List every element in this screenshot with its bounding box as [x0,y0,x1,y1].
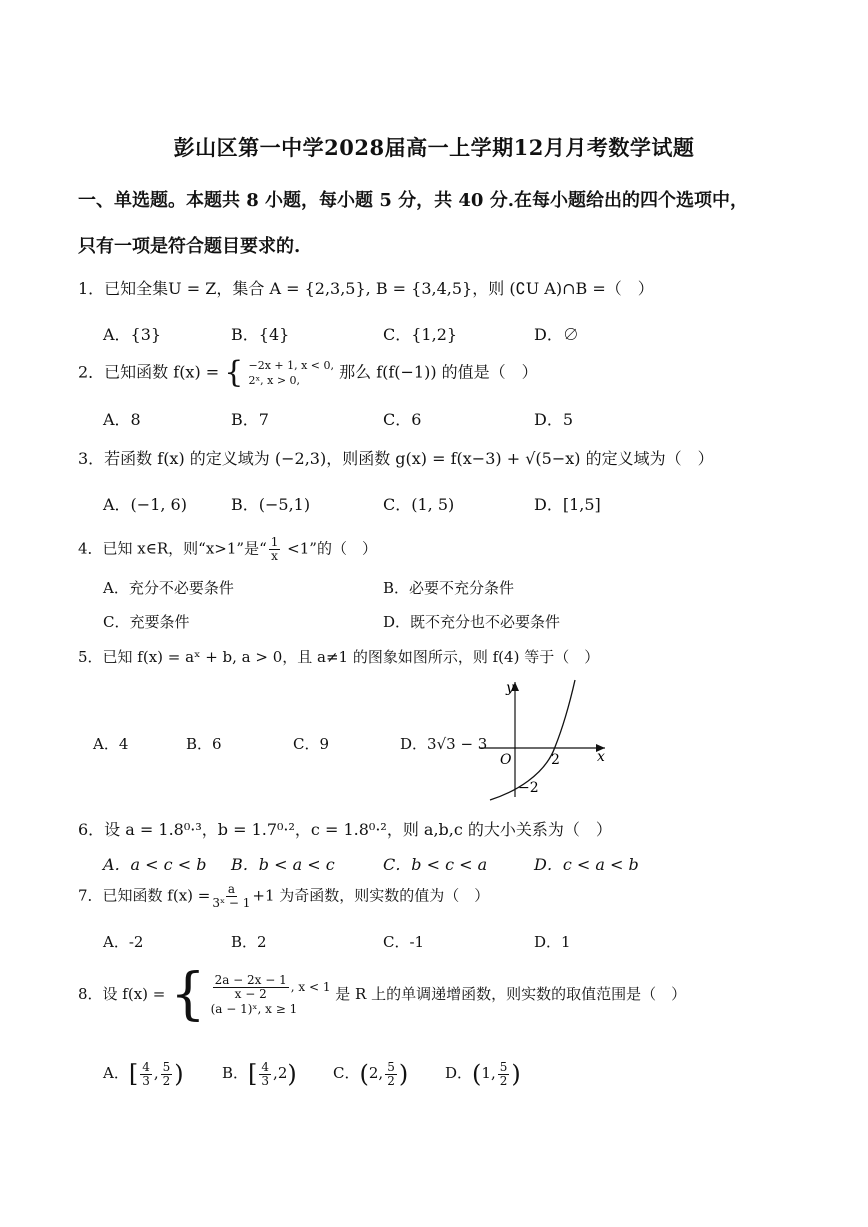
question-5-stem: 5．已知 f(x) = aˣ + b, a > 0，且 a≠1 的图象如图所示，则 f(4) 等于（ ） [78,648,600,666]
question-2-stem [78,355,538,390]
q7-option-d[interactable]: D．1 [534,933,571,951]
q8-a-n2: 5 [162,1059,171,1074]
q5-graph [470,672,620,807]
q3-option-d[interactable]: D．[1,5] [534,495,601,514]
q4-fraction [269,536,281,563]
y-label: y [506,680,514,696]
q8-c-n2: 5 [387,1059,395,1074]
q8-d-v1: 1 [481,1064,491,1082]
q4-num: 1 [270,535,279,549]
q8-case1-den: x − 2 [234,986,267,1001]
q8-b-frac1 [259,1061,271,1088]
q7-den: 3ˣ − 1 [212,896,251,910]
q2-option-c[interactable]: C．6 [383,410,422,429]
section-heading-line2: 只有一项是符合题目要求的. [78,236,301,257]
q2-pre: 2．已知函数 f(x) = [78,362,220,382]
q8-c-frac2 [385,1061,397,1088]
q8-c-close: ) [398,1060,409,1088]
q8-d-n2: 5 [499,1059,508,1074]
q7-option-a[interactable]: A．-2 [103,933,144,951]
question-4-stem [78,536,377,563]
question-3-stem: 3．若函数 f(x) 的定义域为 (−2,3)，则函数 g(x) = f(x−3) + √(5−x) 的定义域为（ ） [78,449,714,468]
q8-case1-num: 2a − 2x − 1 [214,972,287,987]
q8-a-frac1 [140,1061,152,1088]
q8-b-open: [ [248,1060,258,1088]
q2-brace: { [224,355,244,390]
q3-option-a[interactable]: A．(−1, 6) [103,495,187,514]
q7-option-c[interactable]: C．-1 [383,933,425,951]
origin-label: O [500,752,512,768]
q1-option-b[interactable]: B．{4} [231,325,290,344]
q8-cases [211,974,331,1017]
q3-option-b[interactable]: B．(−5,1) [231,495,311,514]
q8-a-close: ) [174,1060,184,1088]
question-7-stem [78,883,489,910]
q2-post: 那么 f(f(−1)) 的值是（ ） [339,362,538,382]
q8-case1 [211,974,331,1001]
y-tick-label: −2 [518,780,539,796]
page-title: 彭山区第一中学2028届高一上学期12月月考数学试题 [173,135,695,160]
q8-d-label: D． [445,1064,473,1082]
q8-a-n1: 4 [142,1059,150,1074]
q2-case2: 2ˣ, x > 0, [248,374,301,387]
q8-a-d2: 2 [162,1073,171,1088]
q3-option-c[interactable]: C．(1, 5) [383,495,455,514]
q8-b-v2: 2 [277,1064,288,1082]
q7-pre: 7．已知函数 f(x) = [78,886,211,905]
q8-b-d1: 3 [261,1073,270,1088]
q6-option-a[interactable]: A．a < c < b [103,855,207,874]
q4-option-c[interactable]: C．充要条件 [103,613,190,631]
q8-c-label: C． [333,1064,360,1082]
q8-b-n1: 4 [261,1059,270,1074]
q8-option-b[interactable]: B．[ $\frac{4}{3}$ ,2) [222,1059,297,1088]
q8-c-open: ( [359,1060,369,1088]
q2-option-a[interactable]: A．8 [103,410,141,429]
q6-option-d[interactable]: D．c < a < b [534,855,639,874]
q5-option-a[interactable]: A．4 [93,735,129,753]
q2-cases [248,358,334,388]
q8-case1-cond: , x < 1 [290,979,331,994]
q1-option-a[interactable]: A．{3} [103,325,162,344]
q7-post: +1 为奇函数，则实数的值为（ ） [252,886,490,905]
q1-option-d[interactable]: D．∅ [534,325,579,344]
q8-brace: { [170,962,206,1027]
q8-d-open: ( [472,1060,482,1088]
q2-case1: −2x + 1, x < 0, [248,359,335,372]
q8-d-frac2 [498,1061,510,1088]
question-6-stem: 6．设 a = 1.8⁰·³，b = 1.7⁰·²，c = 1.8⁰·²，则 a,b,c 的大小关系为（ ） [78,820,612,839]
q2-option-d[interactable]: D．5 [534,410,574,429]
q1-option-c[interactable]: C．{1,2} [383,325,458,344]
x-label: x [597,749,605,765]
q5-option-b[interactable]: B．6 [186,735,222,753]
q8-c-d2: 2 [387,1073,395,1088]
q8-d-close: ) [511,1060,521,1088]
q8-c-v1: 2 [368,1064,379,1082]
q8-case2: (a − 1)ˣ, x ≥ 1 [210,1001,298,1016]
q4-den: x [271,549,278,563]
q4-pre: 4．已知 x∈R，则“x>1”是“ [78,539,267,558]
q8-option-c[interactable]: C．(2, $\frac{5}{2}$ ) [333,1059,409,1088]
question-1-stem: 1．已知全集U = Z，集合 A = {2,3,5}, B = {3,4,5}，则 (∁U A)∩B =（ ） [78,279,654,298]
q6-option-b[interactable]: B．b < a < c [231,855,335,874]
x-tick-label: 2 [551,752,560,768]
q8-option-a[interactable]: A．[ $\frac{4}{3}$ , $\frac{5}{2}$ ) [103,1059,184,1088]
q8-post: 是 R 上的单调递增函数，则实数的取值范围是（ ） [335,985,687,1003]
q7-option-b[interactable]: B．2 [231,933,267,951]
q8-a-open: [ [128,1060,139,1088]
q2-option-b[interactable]: B．7 [231,410,269,429]
q8-pre: 8．设 f(x) = [78,985,166,1003]
q8-a-label: A． [103,1064,129,1082]
q6-option-c[interactable]: C．b < c < a [383,855,488,874]
q7-num: a [227,882,235,896]
question-8-stem [78,962,687,1027]
q4-option-a[interactable]: A．充分不必要条件 [103,579,234,597]
q8-b-close: ) [287,1060,297,1088]
q8-a-frac2 [161,1061,173,1088]
q4-option-b[interactable]: B．必要不充分条件 [383,579,515,597]
q8-option-d[interactable]: D．(1, $\frac{5}{2}$ ) [445,1059,521,1088]
section-heading-line1: 一、单选题。本题共 8 小题，每小题 5 分，共 40 分.在每小题给出的四个选项中， [78,190,748,211]
q4-post: <1”的（ ） [282,539,377,558]
q7-fraction [212,883,250,910]
q8-a-d1: 3 [142,1073,150,1088]
q8-b-label: B． [222,1064,249,1082]
q5-option-d[interactable]: D．3√3 − 3 [400,735,488,753]
q5-option-c[interactable]: C．9 [293,735,330,753]
q8-case1-fraction [213,974,289,1001]
q8-d-d2: 2 [499,1073,508,1088]
q4-option-d[interactable]: D．既不充分也不必要条件 [383,613,561,631]
